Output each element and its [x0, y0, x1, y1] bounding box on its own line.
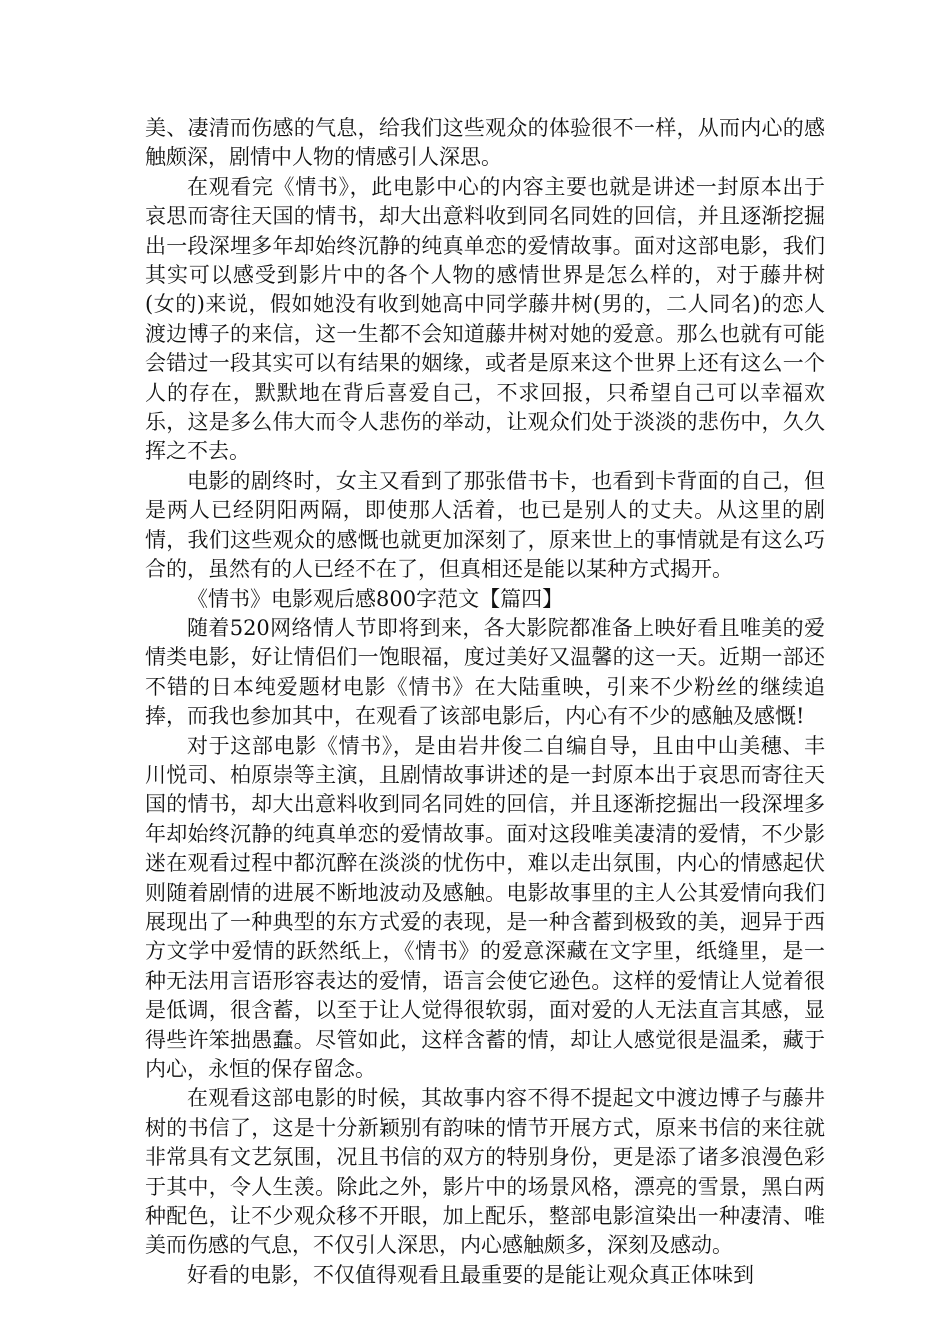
paragraph: 在观看这部电影的时候，其故事内容不得不提起文中渡边博子与藤井树的书信了，这是十分新颖别有韵味的情节开展方式，原来书信的来往就非常具有文艺氛围，况且书信的双方的特别身份，更是添了诸多浪漫色彩于其中，令人生羡。除此之外，影片中的场景风格，漂亮的雪景，黑白两种配色，让不少观众移不开眼，加上配乐，整部电影渲染出一种凄清、唯美而伤感的气息，不仅引人深思，内心感触颇多，深刻及感动。 — [145, 1086, 825, 1258]
paragraph: 在观看完《情书》，此电影中心的内容主要也就是讲述一封原本出于哀思而寄往天国的情书，却大出意料收到同名同姓的回信，并且逐渐挖掘出一段深埋多年却始终沉静的纯真单恋的爱情故事。面对这部电影，我们其实可以感受到影片中的各个人物的感情世界是怎么样的，对于藤井树(女的)来说，假如她没有收到她高中同学藤井树(男的，二人同名)的恋人渡边博子的来信，这一生都不会知道藤井树对她的爱意。那么也就有可能会错过一段其实可以有结果的姻缘，或者是原来这个世界上还有这么一个人的存在，默默地在背后喜爱自己，不求回报，只希望自己可以幸福欢乐，这是多么伟大而令人悲伤的举动，让观众们处于淡淡的悲伤中，久久挥之不去。 — [145, 174, 825, 464]
article-body — [145, 114, 825, 1290]
paragraph: 随着520网络情人节即将到来，各大影院都准备上映好看且唯美的爱情类电影，好让情侣们一饱眼福，度过美好又温馨的这一天。近期一部还不错的日本纯爱题材电影《情书》在大陆重映，引来不少粉丝的继续追捧，而我也参加其中，在观看了该部电影后，内心有不少的感触及感慨! — [145, 615, 825, 729]
paragraph: 电影的剧终时，女主又看到了那张借书卡，也看到卡背面的自己，但是两人已经阴阳两隔，即使那人活着，也已是别人的丈夫。从这里的剧情，我们这些观众的感慨也就更加深刻了，原来世上的事情就是有这么巧合的，虽然有的人已经不在了，但真相还是能以某种方式揭开。 — [145, 468, 825, 582]
paragraph: 好看的电影，不仅值得观看且最重要的是能让观众真正体味到 — [187, 1262, 754, 1287]
paragraph: 对于这部电影《情书》，是由岩井俊二自编自导，且由中山美穗、丰川悦司、柏原崇等主演，且剧情故事讲述的是一封原本出于哀思而寄往天国的情书，却大出意料收到同名同姓的回信，并且逐渐挖掘出一段深埋多年却始终沉静的纯真单恋的爱情故事。面对这段唯美凄清的爱情，不少影迷在观看过程中都沉醉在淡淡的忧伤中，难以走出氛围，内心的情感起伏则随着剧情的进展不断地波动及感触。电影故事里的主人公其爱情向我们展现出了一种典型的东方式爱的表现，是一种含蓄到极致的美，迥异于西方文学中爱情的跃然纸上，《情书》的爱意深藏在文字里，纸缝里，是一种无法用言语形容表达的爱情，语言会使它逊色。这样的爱情让人觉着很是低调，很含蓄，以至于让人觉得很软弱，面对爱的人无法直言其感，显得些许笨拙愚蠢。尽管如此，这样含蓄的情，却让人感觉很是温柔，藏于内心，永恒的保存留念。 — [145, 733, 825, 1081]
paragraph-continuation: 美、凄清而伤感的气息，给我们这些观众的体验很不一样，从而内心的感触颇深，剧情中人物的情感引人深思。 — [145, 116, 825, 170]
section-heading: 《情书》电影观后感800字范文【篇四】 — [187, 586, 564, 611]
